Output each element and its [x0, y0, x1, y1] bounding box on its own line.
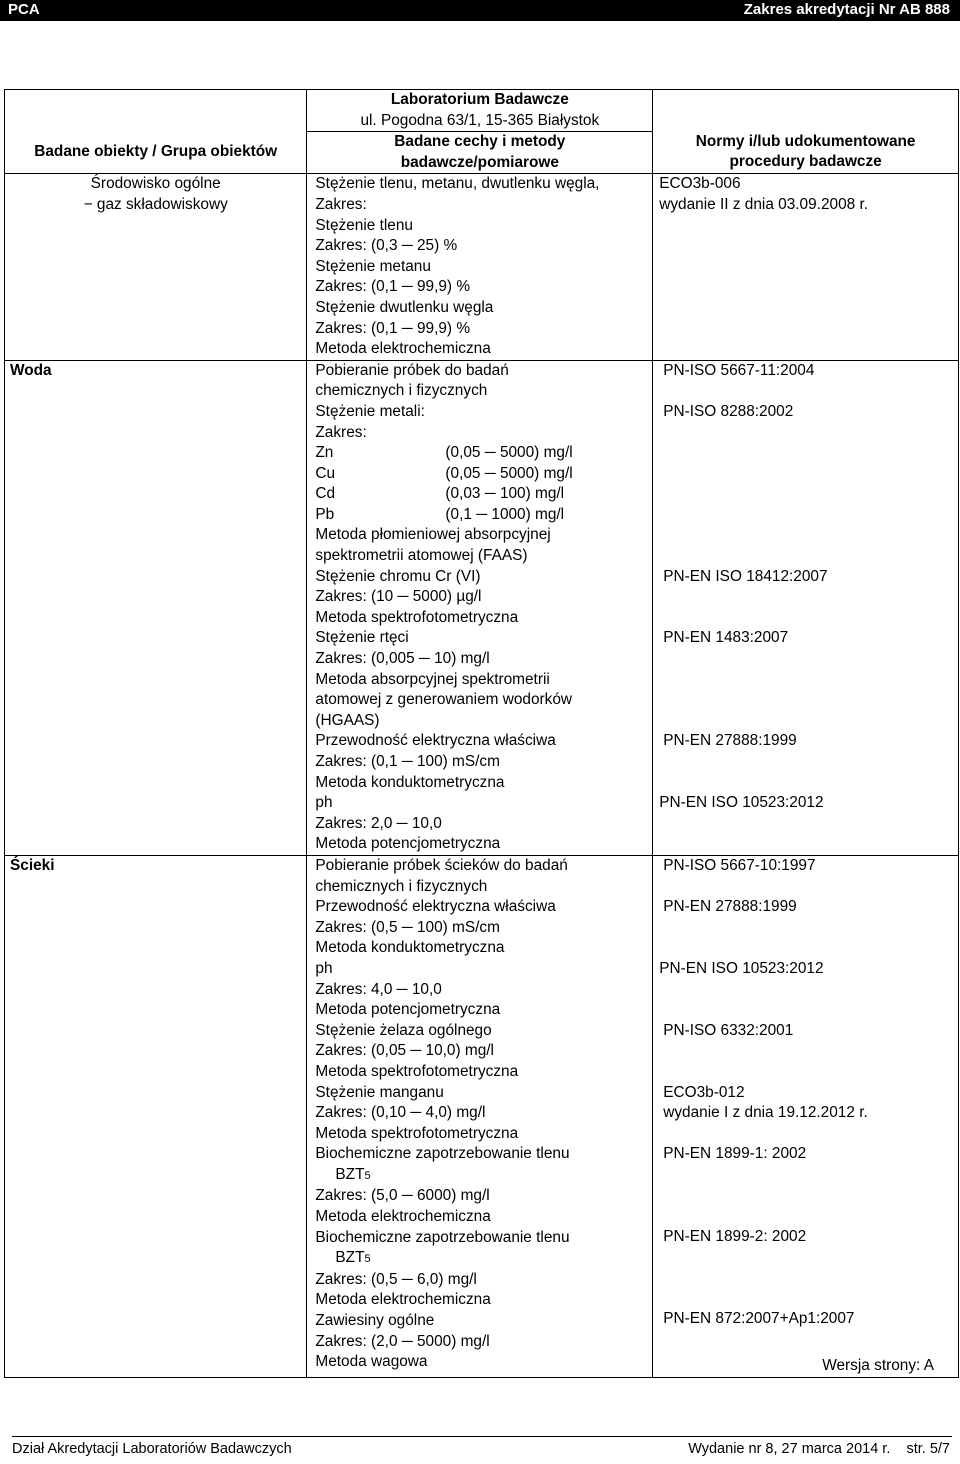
method-line: Stężenie metali:	[315, 402, 425, 420]
lab-heading	[307, 90, 653, 132]
col-header-methods	[307, 132, 653, 174]
page-version: Wersja strony: A	[822, 1357, 934, 1375]
method-line: chemicznych i fizycznych	[315, 877, 488, 895]
method-line: Zakres: (5,0 ─ 6000) mg/l	[315, 1187, 490, 1205]
bzt-line	[307, 1248, 652, 1270]
method-line: Zakres: 2,0 ─ 10,0	[315, 814, 442, 832]
method-line: Zakres: (10 ─ 5000) µg/l	[315, 588, 482, 606]
method-line: Zakres: (0,3 ─ 25) %	[315, 237, 458, 255]
norm-text: wydanie I z dnia 19.12.2012 r.	[663, 1104, 868, 1122]
method-line: Przewodność elektryczna właściwa	[315, 898, 556, 916]
footer-right: Wydanie nr 8, 27 marca 2014 r. str. 5/7	[688, 1441, 950, 1457]
group-water: Woda	[5, 360, 307, 855]
lab-address: ul. Pogodna 63/1, 15-365 Białystok	[360, 111, 600, 129]
group-gas	[5, 174, 307, 360]
col-header-norms-1: Normy i/lub udokumentowane	[695, 132, 916, 150]
method-line: Metoda potencjometryczna	[315, 1001, 501, 1019]
metal-range: (0,1 ─ 1000) mg/l	[445, 505, 565, 523]
method-line: Zakres: (2,0 ─ 5000) mg/l	[315, 1332, 490, 1350]
method-cell	[307, 174, 653, 360]
norm-text: PN-EN 872:2007+Ap1:2007	[663, 1310, 855, 1328]
method-line: Metoda wagowa	[315, 1353, 428, 1371]
norm-text: PN-EN ISO 10523:2012	[659, 959, 824, 977]
method-line: Metoda spektrofotometryczna	[315, 1062, 519, 1080]
norm-text: PN-EN ISO 10523:2012	[659, 794, 824, 812]
method-line: Stężenie dwutlenku węgla	[315, 298, 494, 316]
method-line: Metoda spektrofotometryczna	[315, 1124, 519, 1142]
norm-cell	[653, 174, 959, 360]
page-header-bar	[0, 0, 960, 21]
metal-row	[307, 443, 652, 464]
method-line: atomowej z generowaniem wodorków	[315, 691, 573, 709]
metal-row	[307, 464, 652, 485]
metal-symbol: Pb	[315, 505, 335, 523]
group-sewage: Ścieki	[5, 855, 307, 1377]
method-line: Metoda konduktometryczna	[315, 773, 505, 791]
method-line: Zakres: (0,1 ─ 99,9) %	[315, 278, 471, 296]
header-left: PCA	[8, 1, 40, 18]
norm-text: PN-EN 27888:1999	[663, 898, 797, 916]
method-line: spektrometrii atomowej (FAAS)	[315, 547, 528, 565]
method-line: Metoda konduktometryczna	[315, 939, 505, 957]
footer-left: Dział Akredytacji Laboratoriów Badawczych	[12, 1441, 292, 1457]
metal-row	[307, 505, 652, 526]
bzt-line	[307, 1165, 652, 1187]
bzt-sub: 5	[364, 1169, 371, 1182]
method-line: Zakres: (0,05 ─ 10,0) mg/l	[315, 1042, 494, 1060]
norm-text: PN-ISO 5667-10:1997	[663, 856, 816, 874]
norm-text: ECO3b-012	[663, 1083, 745, 1101]
bzt-text: BZT	[335, 1249, 365, 1267]
method-line: Stężenie tlenu	[315, 216, 413, 234]
col-header-methods-2: badawcze/pomiarowe	[400, 153, 559, 171]
metal-symbol: Cu	[315, 464, 336, 482]
norm-cell	[653, 855, 959, 1377]
norm-text: ECO3b-006	[659, 175, 741, 193]
metal-range: (0,05 ─ 5000) mg/l	[445, 444, 573, 462]
norm-text: PN-EN 1899-1: 2002	[663, 1145, 807, 1163]
norm-text: PN-EN ISO 18412:2007	[663, 567, 828, 585]
col-header-objects: Badane obiekty / Grupa obiektów	[5, 132, 307, 174]
header-right: Zakres akredytacji Nr AB 888	[743, 1, 950, 18]
norm-text: PN-EN 1899-2: 2002	[663, 1227, 807, 1245]
metal-symbol: Cd	[315, 485, 336, 503]
method-line: Metoda spektrofotometryczna	[315, 608, 519, 626]
method-line: Metoda elektrochemiczna	[315, 1291, 491, 1309]
lab-name: Laboratorium Badawcze	[390, 91, 569, 108]
norm-text: PN-EN 1483:2007	[663, 629, 789, 647]
method-line: Metoda płomieniowej absorpcyjnej	[315, 526, 551, 544]
method-line: ph	[315, 794, 333, 812]
table-row	[5, 855, 959, 1377]
method-line: Zakres: (0,5 ─ 100) mS/cm	[315, 918, 500, 936]
bzt-text: BZT	[335, 1165, 365, 1183]
norm-text: PN-ISO 5667-11:2004	[663, 361, 815, 379]
method-line: Zawiesiny ogólne	[315, 1312, 435, 1330]
method-line: Biochemiczne zapotrzebowanie tlenu	[315, 1145, 570, 1163]
norm-text: PN-ISO 6332:2001	[663, 1021, 794, 1039]
method-cell	[307, 855, 653, 1377]
table-row	[5, 174, 959, 360]
table-row	[5, 360, 959, 855]
accreditation-table	[4, 89, 959, 1378]
col-header-norms-2: procedury badawcze	[729, 153, 882, 171]
group-label: − gaz składowiskowy	[83, 195, 228, 213]
method-line: Stężenie metanu	[315, 257, 431, 275]
method-line: Pobieranie próbek ścieków do badań	[315, 856, 568, 874]
norm-cell	[653, 360, 959, 855]
metal-symbol: Zn	[315, 444, 334, 462]
method-line: Zakres: 4,0 ─ 10,0	[315, 980, 442, 998]
method-line: Przewodność elektryczna właściwa	[315, 732, 556, 750]
method-line: Stężenie rtęci	[315, 629, 409, 647]
method-cell	[307, 360, 653, 855]
col-header-norms	[653, 132, 959, 174]
method-line: chemicznych i fizycznych	[315, 382, 488, 400]
footer-divider	[12, 1436, 952, 1437]
norm-text: PN-ISO 8288:2002	[663, 402, 794, 420]
metal-range: (0,03 ─ 100) mg/l	[445, 485, 565, 503]
method-line: Stężenie żelaza ogólnego	[315, 1021, 492, 1039]
method-line: Metoda elektrochemiczna	[315, 1208, 491, 1226]
method-line: Zakres:	[315, 195, 367, 213]
method-line: Zakres: (0,5 ─ 6,0) mg/l	[315, 1270, 477, 1288]
method-line: Zakres: (0,005 ─ 10) mg/l	[315, 650, 490, 668]
method-line: Zakres: (0,1 ─ 100) mS/cm	[315, 753, 500, 770]
method-line: Stężenie tlenu, metanu, dwutlenku węgla,	[315, 175, 600, 193]
metal-range: (0,05 ─ 5000) mg/l	[445, 464, 573, 482]
method-line: Zakres:	[315, 423, 367, 441]
method-line: Stężenie chromu Cr (VI)	[315, 567, 481, 585]
group-label: Środowisko ogólne	[90, 175, 221, 193]
method-line: Zakres: (0,1 ─ 99,9) %	[315, 319, 471, 337]
metal-row	[307, 484, 652, 505]
col-header-methods-1: Badane cechy i metody	[394, 133, 566, 151]
method-line: Stężenie manganu	[315, 1083, 444, 1101]
method-line: Pobieranie próbek do badań	[315, 361, 509, 379]
method-line: Biochemiczne zapotrzebowanie tlenu	[315, 1228, 570, 1246]
method-line: (HGAAS)	[315, 711, 380, 729]
method-line: Metoda absorpcyjnej spektrometrii	[315, 670, 550, 688]
method-line: ph	[315, 959, 333, 977]
method-line: Zakres: (0,10 ─ 4,0) mg/l	[315, 1104, 486, 1122]
method-line: Metoda elektrochemiczna	[315, 340, 491, 358]
norm-text: PN-EN 27888:1999	[663, 732, 797, 750]
method-line: Metoda potencjometryczna	[315, 835, 501, 853]
norm-text: wydanie II z dnia 03.09.2008 r.	[659, 195, 869, 213]
bzt-sub: 5	[364, 1253, 371, 1266]
